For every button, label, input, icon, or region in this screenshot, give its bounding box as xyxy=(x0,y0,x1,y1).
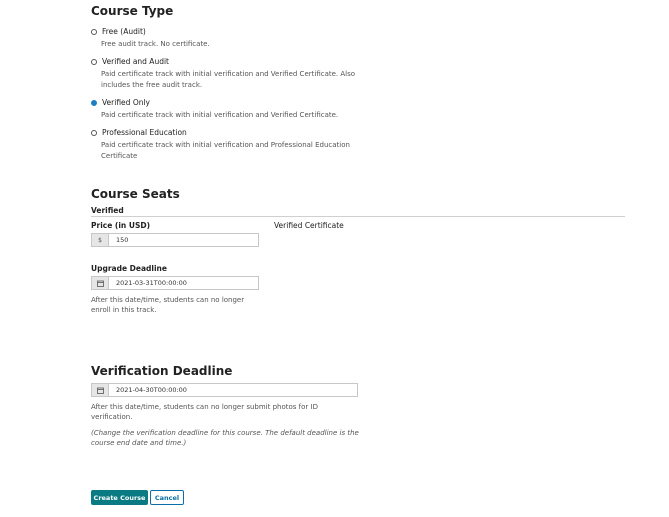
description-line: includes the free audit track. xyxy=(101,81,203,89)
radio-label: Professional Education xyxy=(102,128,187,137)
radio-free-audit[interactable] xyxy=(91,27,146,36)
radio-button-checked[interactable] xyxy=(91,100,97,106)
help-line: verification. xyxy=(91,413,133,421)
help-line: enroll in this track. xyxy=(91,306,157,314)
course-seats-title: Course Seats xyxy=(91,187,180,201)
radio-button[interactable] xyxy=(91,130,97,136)
cancel-button[interactable]: Cancel xyxy=(150,490,184,505)
upgrade-deadline-help xyxy=(91,295,244,315)
radio-verified-only[interactable] xyxy=(91,98,150,107)
calendar-icon[interactable] xyxy=(92,384,109,396)
certificate-label: Verified Certificate xyxy=(274,221,344,230)
description-line: Paid certificate track with initial verification and Verified Certificate. Also xyxy=(101,70,356,78)
radio-label: Verified and Audit xyxy=(102,57,169,66)
divider xyxy=(91,216,625,217)
calendar-icon[interactable] xyxy=(92,277,109,289)
radio-label: Verified Only xyxy=(102,98,150,107)
verification-note xyxy=(91,428,359,448)
upgrade-deadline-input[interactable] xyxy=(109,276,258,290)
verification-deadline-field[interactable] xyxy=(91,383,358,397)
verification-deadline-title: Verification Deadline xyxy=(91,364,233,378)
radio-button[interactable] xyxy=(91,29,97,35)
course-type-title: Course Type xyxy=(91,4,174,18)
seat-type-label: Verified xyxy=(91,206,124,215)
description-line: Certificate xyxy=(101,152,138,160)
verification-help xyxy=(91,402,318,422)
price-label: Price (in USD) xyxy=(91,221,151,230)
note-line: (Change the verification deadline for this course. The default deadline is the xyxy=(91,429,359,437)
help-line: After this date/time, students can no longer xyxy=(91,296,245,304)
verification-deadline-input[interactable] xyxy=(109,383,357,397)
radio-verified-and-audit[interactable] xyxy=(91,57,169,66)
radio-label: Free (Audit) xyxy=(102,27,146,36)
dollar-icon: $ xyxy=(92,234,109,246)
radio-description xyxy=(101,140,371,162)
create-course-button[interactable]: Create Course xyxy=(91,490,148,505)
upgrade-deadline-label: Upgrade Deadline xyxy=(91,264,167,273)
price-field[interactable] xyxy=(91,233,259,247)
upgrade-deadline-field[interactable] xyxy=(91,276,259,290)
radio-description xyxy=(101,69,371,91)
radio-description: Paid certificate track with initial verification and Verified Certificate. xyxy=(101,111,339,119)
radio-professional-education[interactable] xyxy=(91,128,187,137)
price-input[interactable] xyxy=(109,233,258,247)
radio-button[interactable] xyxy=(91,59,97,65)
help-line: After this date/time, students can no longer submit photos for ID xyxy=(91,403,318,411)
note-line: course end date and time.) xyxy=(91,439,187,447)
description-line: Paid certificate track with initial verification and Professional Education xyxy=(101,141,350,149)
radio-description: Free audit track. No certificate. xyxy=(101,40,210,48)
